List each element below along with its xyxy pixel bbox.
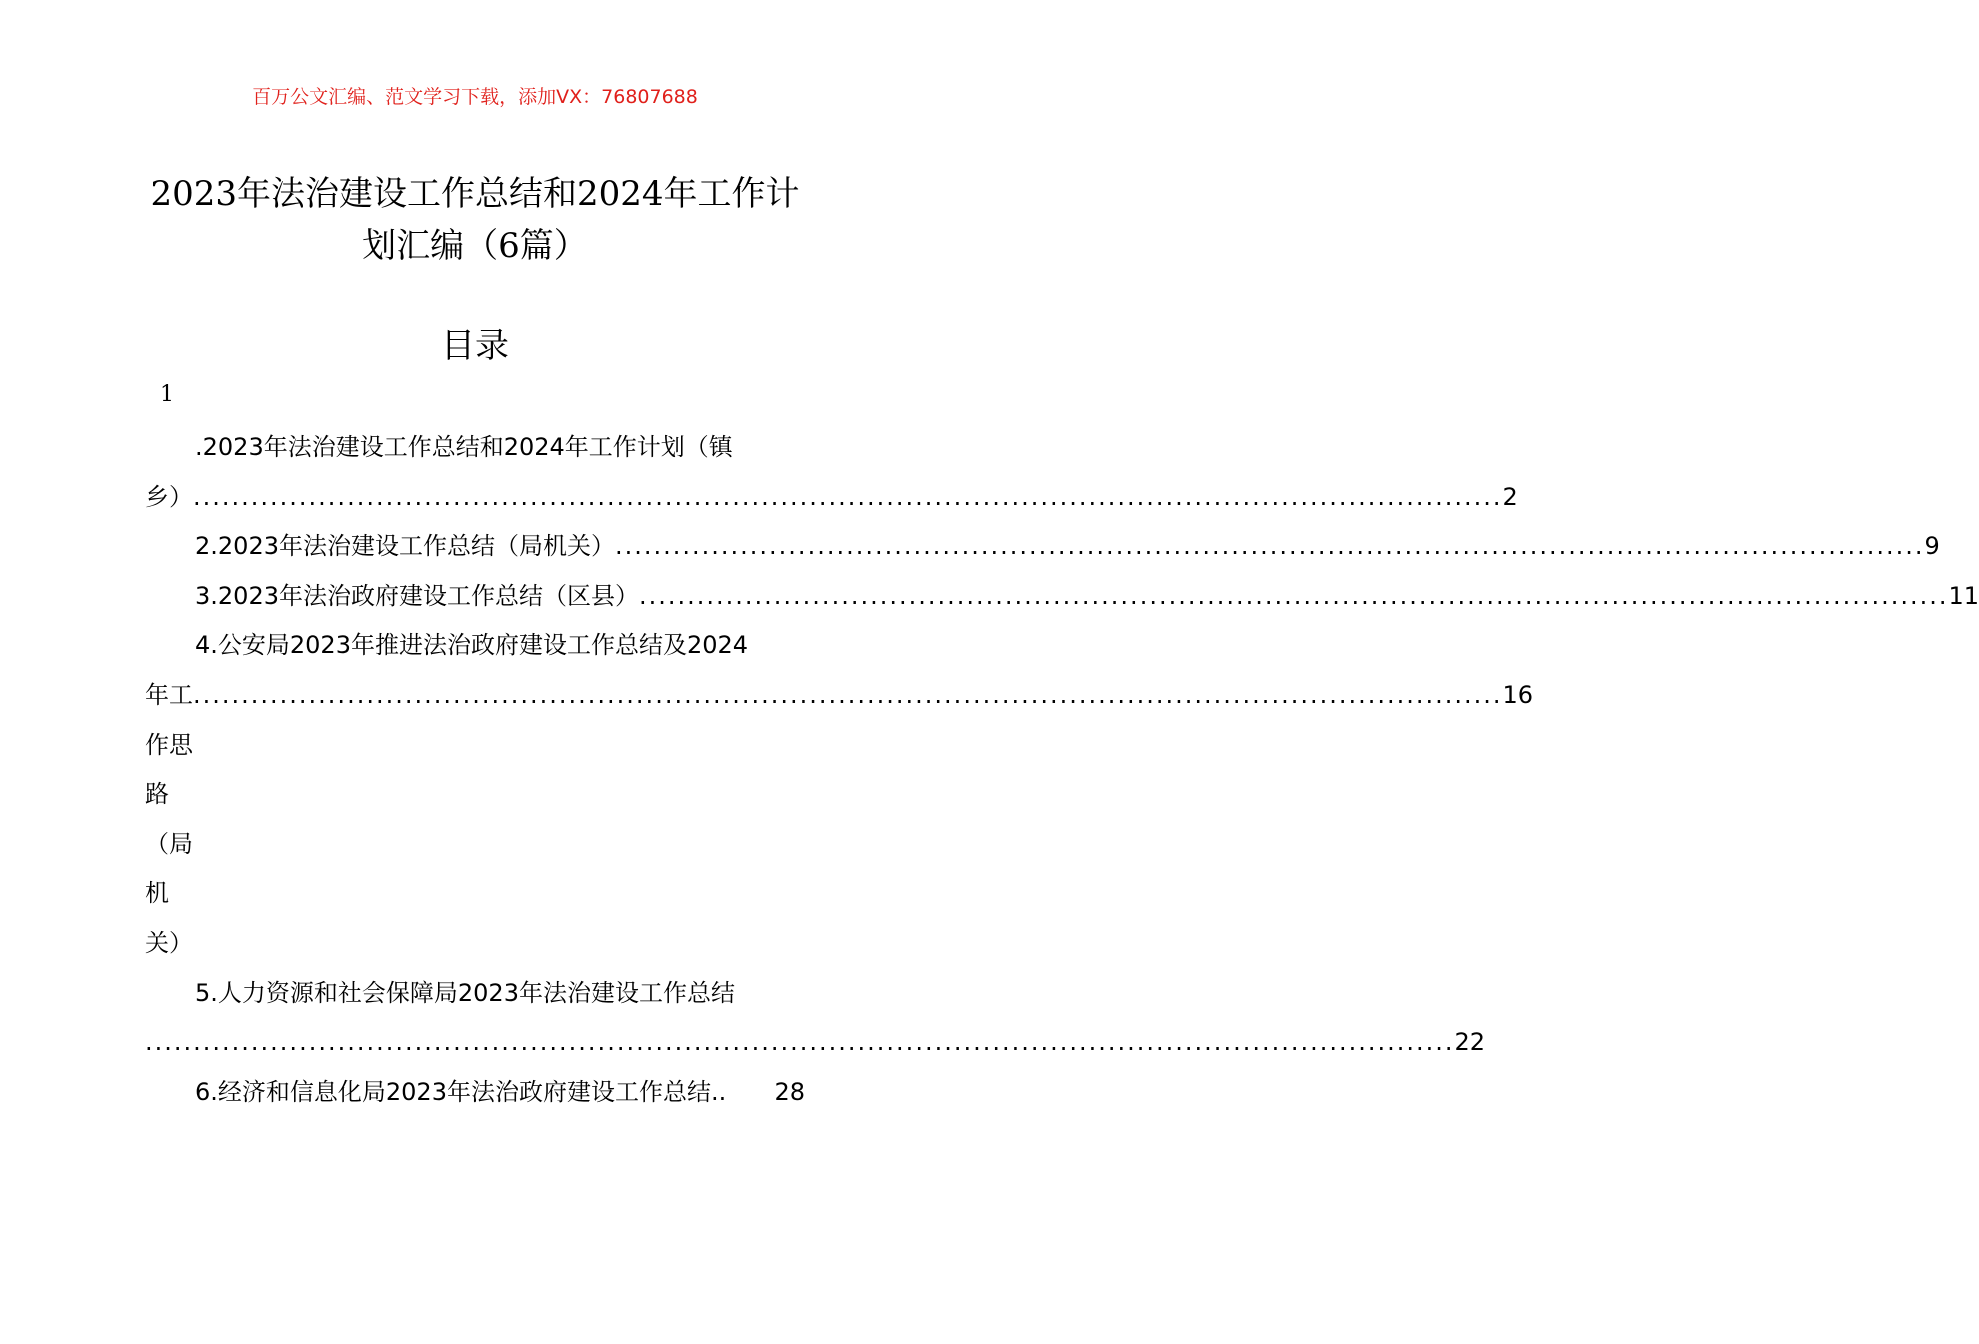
- toc-entry-4[interactable]: [145, 621, 1534, 968]
- toc-entry-6-row: [145, 1068, 805, 1118]
- table-of-contents: [145, 423, 1979, 1117]
- toc-entry-1[interactable]: [145, 423, 1518, 522]
- toc-entry-4-page: 16: [1502, 680, 1534, 709]
- toc-entry-3-leader: ........................................................................................................................................: [638, 581, 1949, 610]
- toc-entry-1-line-1: .2023年法治建设工作总结和2024年工作计划（镇: [195, 433, 733, 461]
- toc-entry-1-leader: ........................................................................................................................................: [193, 482, 1503, 511]
- toc-entry-2-page: 9: [1924, 532, 1940, 561]
- toc-entry-2-row: [145, 522, 1940, 572]
- toc-entry-4-line-2: [145, 671, 1534, 969]
- toc-entry-3-text: 3.2023年法治政府建设工作总结（区县）: [195, 581, 639, 610]
- toc-entry-3[interactable]: [145, 572, 1979, 622]
- document-title: [120, 168, 830, 272]
- toc-entry-5-line-1: 5.人力资源和社会保障局2023年法治建设工作总结: [195, 978, 735, 1007]
- banner-text: 百万公文汇编、范文学习下载，添加VX：76807688: [252, 86, 698, 108]
- toc-first-number: 1: [160, 382, 174, 407]
- toc-entry-5-line-2: [145, 1018, 1486, 1068]
- toc-entry-5-leader: ........................................................................................................................................: [145, 1028, 1455, 1057]
- toc-entry-4-leader: ........................................................................................................................................: [193, 680, 1503, 709]
- toc-entry-2-leader: ........................................................................................................................................: [614, 532, 1925, 561]
- toc-entry-6-page: 28: [774, 1077, 805, 1106]
- toc-entry-1-tail: 乡）: [145, 482, 193, 511]
- header-banner: [0, 84, 950, 110]
- toc-entry-3-page: 11: [1948, 581, 1979, 610]
- toc-heading: 目录: [441, 326, 509, 366]
- toc-entry-1-line-2: [145, 473, 1518, 523]
- toc-entry-5-page: 22: [1454, 1028, 1486, 1057]
- toc-entry-4-tail: 年工作思路（局机关）: [145, 680, 193, 957]
- toc-entry-6[interactable]: [145, 1068, 805, 1118]
- toc-entry-2-text: 2.2023年法治建设工作总结（局机关）: [195, 532, 615, 561]
- toc-entry-4-line-1: 4.公安局2023年推进法治政府建设工作总结及2024: [195, 631, 749, 660]
- toc-entry-6-text: 6.经济和信息化局2023年法治政府建设工作总结..: [195, 1077, 727, 1106]
- title-line-2: 划汇编（6篇）: [362, 226, 588, 266]
- toc-entry-3-row: [145, 572, 1979, 622]
- toc-entry-1-page: 2: [1502, 482, 1518, 511]
- title-line-1: 2023年法治建设工作总结和2024年工作计: [150, 174, 800, 214]
- toc-entry-5[interactable]: [145, 969, 1486, 1068]
- toc-entry-2[interactable]: [145, 522, 1940, 572]
